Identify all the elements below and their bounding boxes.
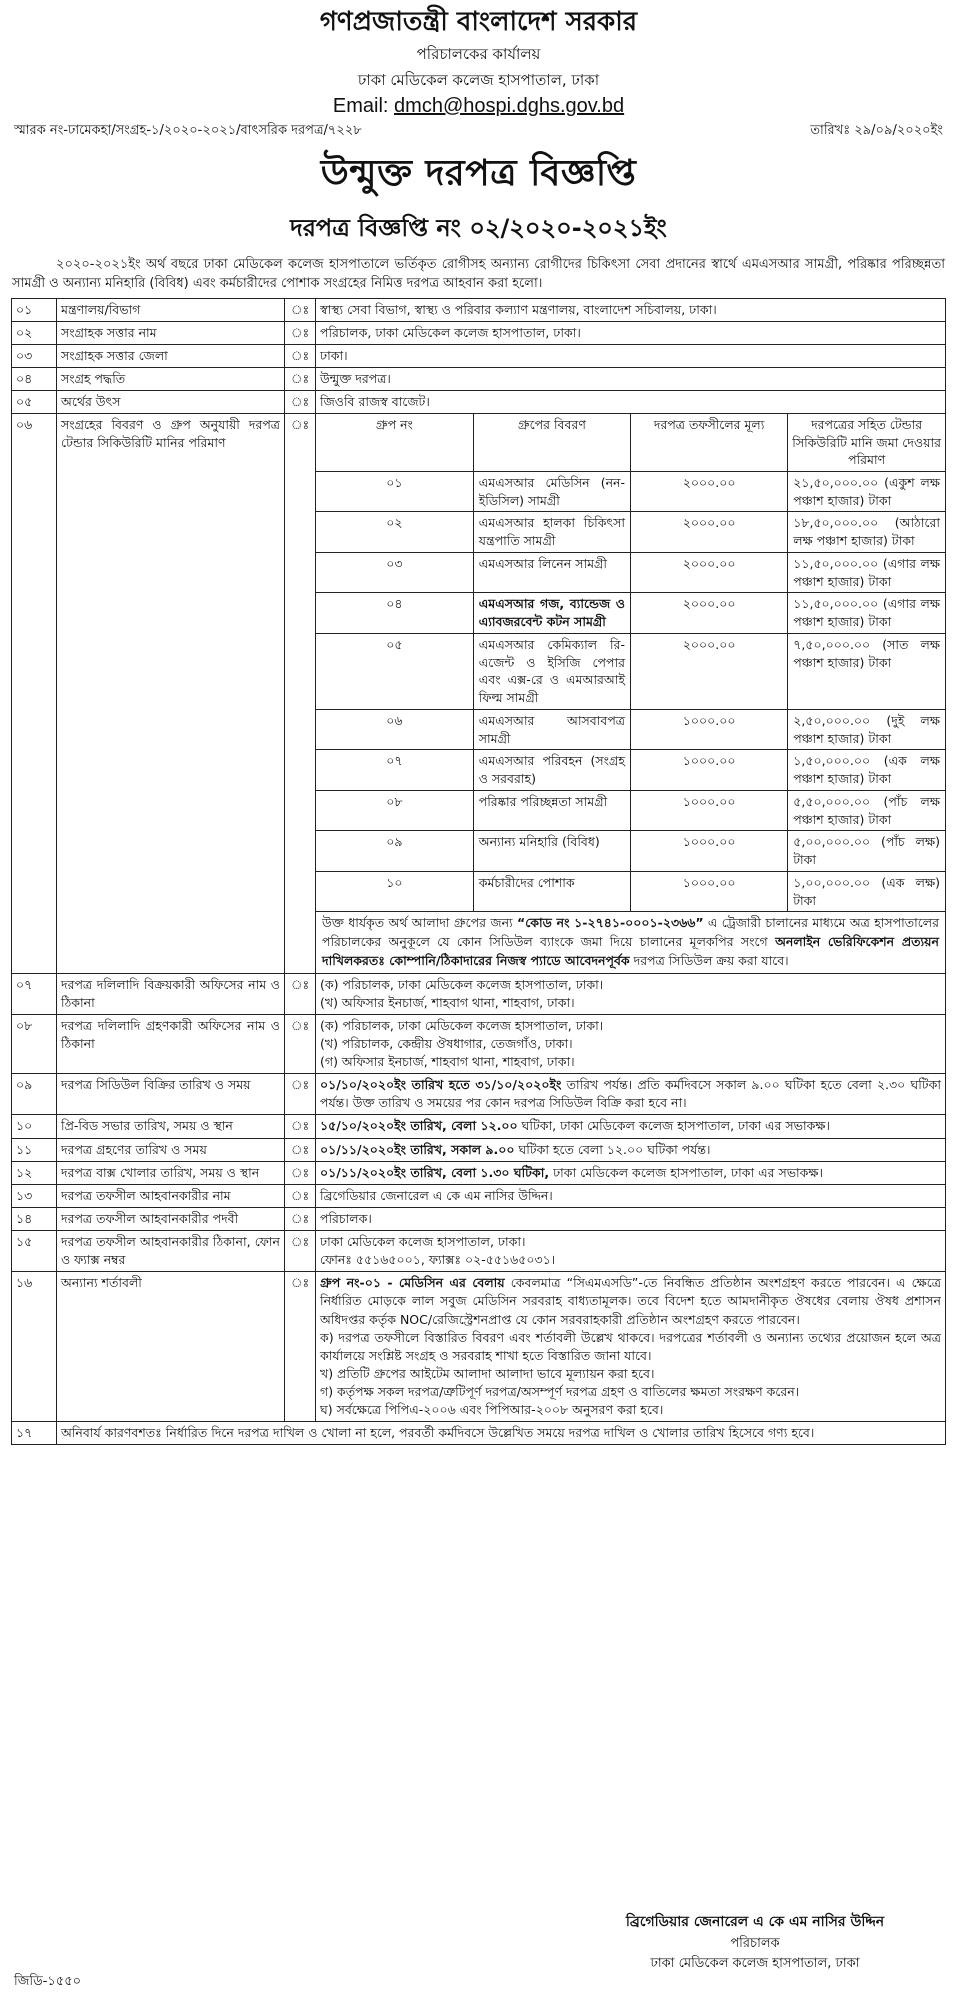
group-no: ০৫: [316, 633, 473, 709]
condition-group: [320, 1274, 941, 1328]
row-value: ব্রিগেডিয়ার জেনারেল এ কে এম নাসির উদ্দিন।: [316, 1184, 946, 1207]
group-no: ০২: [316, 512, 473, 553]
row-number: ০৭: [12, 973, 57, 1014]
row-label: সংগ্রাহক সত্তার জেলা: [57, 344, 285, 367]
row-label: দরপত্র বাক্স খোলার তারিখ, সময় ও স্থান: [57, 1161, 285, 1184]
row-value: [316, 1272, 946, 1422]
group-desc: এমএসআর লিনেন সামগ্রী: [473, 552, 630, 593]
row-colon: ঃ: [285, 1207, 316, 1230]
contact-line: ফোনঃ ৫৫১৬৫০০১, ফ্যাক্সঃ ০২-৫৫১৬৫০৩১।: [320, 1252, 556, 1268]
table-row: [12, 368, 946, 391]
row-colon: ঃ: [285, 298, 316, 321]
group-no: ০৬: [316, 709, 473, 750]
condition-group-text: কেবলমাত্র “সিএমএসডি”-তে নিবন্ধিত প্রতিষ্ঠান অংশগ্রহণ করতে পারবেন। এ ক্ষেত্রে নির্ধারিত মোড়কে লাল সবুজ মেডিসিন সরবরাহ বাধ্যতামূলক। তবে বিদেশ হতে আমদানীকৃত ঔষধের বেলায় ঔষধ প্রশাসন অধিদপ্তর কর্তৃক NOC/রেজিস্ট্রেশনপ্রাপ্ত যে কোন সরবরাহকারী প্রতিষ্ঠান অংশগ্রহণ করতে পারবেন।: [320, 1275, 941, 1327]
email-line: [0, 94, 957, 119]
row-number: ১২: [12, 1161, 57, 1184]
row-value: [316, 1231, 946, 1272]
row-number: ০৯: [12, 1074, 57, 1115]
row-number: ০৮: [12, 1014, 57, 1073]
email-link[interactable]: dmch@hospi.dghs.gov.bd: [394, 95, 625, 117]
intro-paragraph: ২০২০-২০২১ইং অর্থ বছরে ঢাকা মেডিকেল কলেজ হাসপাতালে ভর্তিকৃত রোগীসহ অন্যান্য রোগীদের চিকিৎসা সেবা প্রদানের স্বার্থে এমএসআর সামগ্রী, পরিষ্কার পরিচ্ছন্নতা সামগ্রী ও অন্যান্য মনিহারি (বিবিধ) এবং কর্মচারীদের পোশাক সংগ্রহের নিমিত্ত দরপত্র আহবান করা হলো।: [12, 257, 945, 291]
group-security: ১,৫০,০০০.০০ (এক লক্ষ পঞ্চাশ হাজার) টাকা: [788, 750, 945, 791]
group-security: ১,০০,০০০.০০ (এক লক্ষ) টাকা: [788, 871, 945, 912]
row-number: ০৬: [12, 414, 57, 973]
group-row: [316, 871, 945, 912]
group-desc: অন্যান্য মনিহারি (বিবিধ): [473, 831, 630, 872]
table-row: [12, 1074, 946, 1115]
group-security: ৫,৫০,০০০.০০ (পাঁচ লক্ষ পঞ্চাশ হাজার) টাকা: [788, 790, 945, 831]
row-value: পরিচালক, ঢাকা মেডিকেল কলেজ হাসপাতাল, ঢাকা।: [316, 321, 946, 344]
note-part: দরপত্র সিডিউল ক্রয় করা যাবে।: [629, 952, 789, 968]
row-number: ১৪: [12, 1207, 57, 1230]
value-rest: ঘটিকা, ঢাকা মেডিকেল কলেজ হাসপাতাল, ঢাকা এর সভাকক্ষ।: [517, 1118, 830, 1134]
address-line: (খ) পরিচালক, কেন্দ্রীয় ঔষধাগার, তেজগাঁও, ঢাকা।: [320, 1035, 573, 1051]
group-row: [316, 750, 945, 791]
row-value: [316, 1161, 946, 1184]
row-value: [316, 1074, 946, 1115]
signatory-designation: পরিচালক: [730, 1935, 780, 1951]
group-no: ০১: [316, 471, 473, 512]
table-row: [12, 414, 946, 973]
note-part: এ ট্রেজারী চালানের মাধ্যমে অত্র হাসপাতালের পরিচালকের অনুকূলে যে কোন সিডিউল ব্যাংকে জমা দিয়ে চালানের মূলকপির সংগে: [322, 915, 939, 950]
note-part: উক্ত ধার্যকৃত অর্থ আলাদা গ্রুপের জন্য: [322, 915, 518, 931]
row-colon: ঃ: [285, 321, 316, 344]
row-value: পরিচালক।: [316, 1207, 946, 1230]
row-label: অর্থের উৎস: [57, 391, 285, 414]
group-fee: ২০০০.০০: [631, 593, 788, 634]
row-number: ১০: [12, 1115, 57, 1138]
tender-details-table: [11, 298, 946, 1446]
row-colon: ঃ: [285, 1272, 316, 1422]
value-bold: ০১/১১/২০২০ইং তারিখ, বেলা ১.৩০ ঘটিকা,: [320, 1164, 550, 1180]
row-number: ১১: [12, 1138, 57, 1161]
table-row: [12, 1207, 946, 1230]
table-row: [12, 391, 946, 414]
group-desc: এমএসআর পরিবহন (সংগ্রহ ও সরবরাহ): [473, 750, 630, 791]
row-label: দরপত্র তফসীল আহবানকারীর পদবী: [57, 1207, 285, 1230]
value-bold: ১৫/১০/২০২০ইং তারিখ, বেলা ১২.০০: [320, 1118, 518, 1134]
row-label: দরপত্র তফসীল আহবানকারীর ঠিকানা, ফোন ও ফ্যাক্স নম্বর: [57, 1231, 285, 1272]
row-value: [316, 1115, 946, 1138]
row-number: ১৭: [12, 1422, 57, 1445]
group-security: ৫,০০,০০০.০০ (পাঁচ লক্ষ) টাকা: [788, 831, 945, 872]
row-colon: ঃ: [285, 344, 316, 367]
group-no: ০৭: [316, 750, 473, 791]
address-line: (ক) পরিচালক, ঢাকা মেডিকেল কলেজ হাসপাতাল, ঢাকা।: [320, 976, 604, 992]
group-security: ১৮,৫০,০০০.০০ (আঠারো লক্ষ পঞ্চাশ হাজার) টাকা: [788, 512, 945, 553]
address-line: (ক) পরিচালক, ঢাকা মেডিকেল কলেজ হাসপাতাল, ঢাকা।: [320, 1017, 604, 1033]
group-no: ০৩: [316, 552, 473, 593]
group-fee: ২০০০.০০: [631, 552, 788, 593]
table-row: [12, 298, 946, 321]
value-rest: তারিখ পর্যন্ত। প্রতি কর্মদিবসে সকাল ৯.০০ ঘটিকা হতে বেলা ২.৩০ ঘটিকা পর্যন্ত। উক্ত তারিখ ও সময়ের পর কোন দরপত্র সিডিউল বিক্রি করা হবে না।: [320, 1077, 941, 1111]
group-row: [316, 831, 945, 872]
row-colon: ঃ: [285, 1014, 316, 1073]
group-fee: ১০০০.০০: [631, 790, 788, 831]
table-row: [12, 1231, 946, 1272]
signatory-office: ঢাকা মেডিকেল কলেজ হাসপাতাল, ঢাকা: [650, 1955, 860, 1971]
row-label: দরপত্র গ্রহণের তারিখ ও সময়: [57, 1138, 285, 1161]
group-fee: ১০০০.০০: [631, 709, 788, 750]
group-desc: এমএসআর আসবাবপত্র সামগ্রী: [473, 709, 630, 750]
row-label: সংগ্রহ পদ্ধতি: [57, 368, 285, 391]
row-label: মন্ত্রণালয়/বিভাগ: [57, 298, 285, 321]
row-label: দরপত্র দলিলাদি গ্রহণকারী অফিসের নাম ও ঠিকানা: [57, 1014, 285, 1073]
hospital-name: ঢাকা মেডিকেল কলেজ হাসপাতাল, ঢাকা: [357, 71, 600, 90]
government-title: গণপ্রজাতন্ত্রী বাংলাদেশ সরকার: [319, 7, 638, 37]
group-desc: এমএসআর গজ, ব্যান্ডেজ ও এ্যাবজরবেন্ট কটন সামগ্রী: [473, 593, 630, 634]
table-row: [12, 1138, 946, 1161]
row-value: উন্মুক্ত দরপত্র।: [316, 368, 946, 391]
table-row: [12, 1272, 946, 1422]
condition-item: গ) কর্তৃপক্ষ সকল দরপত্র/ত্রুটিপূর্ণ দরপত্র/অসম্পূর্ণ দরপত্র গ্রহণ ও বাতিলের ক্ষমতা সংরক্ষণ করেন।: [320, 1384, 800, 1400]
document-header: [0, 0, 957, 119]
group-row: [316, 512, 945, 553]
row-colon: ঃ: [285, 1115, 316, 1138]
signature-block: [605, 1912, 905, 1974]
row-number: ০৫: [12, 391, 57, 414]
group-table: [316, 414, 945, 912]
row-value: [316, 1014, 946, 1073]
group-desc: কর্মচারীদের পোশাক: [473, 871, 630, 912]
table-row: [12, 1161, 946, 1184]
group-security: ২,৫০,০০০.০০ (দুই লক্ষ পঞ্চাশ হাজার) টাকা: [788, 709, 945, 750]
row-number: ০১: [12, 298, 57, 321]
group-desc-header: গ্রুপের বিবরণ: [473, 414, 630, 471]
row-number: ১৩: [12, 1184, 57, 1207]
email-label: Email:: [332, 95, 389, 117]
row-colon: ঃ: [285, 1074, 316, 1115]
memo-number: স্মারক নং-ঢামেকহা/সংগ্রহ-১/২০২০-২০২১/বাৎসরিক দরপত্র/৭২২৮: [14, 123, 362, 138]
row-label: দরপত্র সিডিউল বিক্রির তারিখ ও সময়: [57, 1074, 285, 1115]
group-row: [316, 709, 945, 750]
row-number: ০৪: [12, 368, 57, 391]
row-colon: ঃ: [285, 391, 316, 414]
row-value: স্বাস্থ্য সেবা বিভাগ, স্বাস্থ্য ও পরিবার কল্যাণ মন্ত্রণালয়, বাংলাদেশ সচিবালয়, ঢাকা।: [316, 298, 946, 321]
row-number: ০২: [12, 321, 57, 344]
office-name: পরিচালকের কার্যালয়: [416, 44, 541, 63]
group-cell: [316, 414, 946, 973]
row-colon: ঃ: [285, 414, 316, 973]
table-row: [12, 973, 946, 1014]
row-colon: ঃ: [285, 973, 316, 1014]
signatory-name: ব্রিগেডিয়ার জেনারেল এ কে এম নাসির উদ্দিন: [625, 1914, 885, 1930]
row-label: অন্যান্য শর্তাবলী: [57, 1272, 285, 1422]
memo-row: [0, 119, 957, 142]
row-value: [316, 1138, 946, 1161]
table-row: [12, 1115, 946, 1138]
group-fee: ১০০০.০০: [631, 871, 788, 912]
group-no: ১০: [316, 871, 473, 912]
group-no: ০৯: [316, 831, 473, 872]
group-fee: ১০০০.০০: [631, 750, 788, 791]
row-value: অনিবার্য কারণবশতঃ নির্ধারিত দিনে দরপত্র দাখিল ও খোলা না হলে, পরবর্তী কর্মদিবসে উল্লেখিত সময়ে দরপত্র দাখিল ও খোলার তারিখ হিসেবে গণ্য হবে।: [57, 1422, 946, 1445]
note-bold: অনলাইন ভেরিফিকেশন প্রত্যয়ন দাখিলকরতঃ কোম্পানি/ঠিকাদারের নিজস্ব প্যাডে আবেদনপূর্বক: [322, 934, 939, 968]
row-colon: ঃ: [285, 368, 316, 391]
row-colon: ঃ: [285, 1184, 316, 1207]
table-row: [12, 1184, 946, 1207]
condition-item: খ) প্রতিটি গ্রুপের আইটেম আলাদা আলাদা ভাবে মূল্যায়ন করা হবে।: [320, 1365, 655, 1381]
table-row: [12, 321, 946, 344]
condition-item: ক) দরপত্র তফসীলে বিস্তারিত বিবরণ এবং শর্তাবলী উল্লেখ থাকবে। দরপত্রের শর্তাবলী ও অন্যান্য তথ্যের প্রয়োজন হলে অত্র কার্যালয়ে সংশ্লিষ্ট সংগ্রহ ও সরবরাহ শাখা হতে বিস্তারিত জানা যাবে।: [320, 1329, 941, 1363]
row-colon: ঃ: [285, 1231, 316, 1272]
value-bold: ০১/১০/২০২০ইং তারিখ হতে ৩১/১০/২০২০ইং: [320, 1077, 562, 1093]
row-label: প্রি-বিড সভার তারিখ, সময় ও স্থান: [57, 1115, 285, 1138]
notice-title: উন্মুক্ত দরপত্র বিজ্ঞপ্তি: [320, 153, 637, 194]
row-label: সংগ্রাহক সত্তার নাম: [57, 321, 285, 344]
row-label: দরপত্র তফসীল আহবানকারীর নাম: [57, 1184, 285, 1207]
row-number: ০৩: [12, 344, 57, 367]
address-line: (গ) অফিসার ইনচার্জ, শাহবাগ থানা, শাহবাগ, ঢাকা।: [320, 1054, 575, 1070]
row-colon: ঃ: [285, 1161, 316, 1184]
group-row: [316, 471, 945, 512]
value-bold: ০১/১১/২০২০ইং তারিখ, সকাল ৯.০০: [320, 1141, 515, 1157]
gd-number: জিডি-১৫৫০: [14, 1974, 82, 1989]
row-number: ১৫: [12, 1231, 57, 1272]
value-rest: ঢাকা মেডিকেল কলেজ হাসপাতাল, ঢাকা এর সভাকক্ষ।: [549, 1164, 823, 1180]
group-security: ১১,৫০,০০০.০০ (এগার লক্ষ পঞ্চাশ হাজার) টাকা: [788, 593, 945, 634]
payment-note: [316, 912, 945, 972]
group-desc: এমএসআর মেডিসিন (নন-ইডিসিল) সামগ্রী: [473, 471, 630, 512]
group-security: ১১,৫০,০০০.০০ (এগার লক্ষ পঞ্চাশ হাজার) টাকা: [788, 552, 945, 593]
note-code: “কোড নং ১-২৭৪১-০০০১-২৩৬৬”: [517, 915, 704, 931]
group-fee: ২০০০.০০: [631, 512, 788, 553]
group-desc: পরিষ্কার পরিচ্ছন্নতা সামগ্রী: [473, 790, 630, 831]
group-row: [316, 593, 945, 634]
row-value: [316, 973, 946, 1014]
notice-number: দরপত্র বিজ্ঞপ্তি নং ০২/২০২০-২০২১ইং: [290, 214, 667, 242]
group-desc: এমএসআর হালকা চিকিৎসা যন্ত্রপাতি সামগ্রী: [473, 512, 630, 553]
condition-item: ঘ) সর্বক্ষেত্রে পিপিএ-২০০৬ এবং পিপিআর-২০০৮ অনুসরণ করা হবে।: [320, 1402, 664, 1418]
group-fee-header: দরপত্র তফসীলের মূল্য: [631, 414, 788, 471]
group-fee: ২০০০.০০: [631, 633, 788, 709]
value-rest: ঘটিকা হতে বেলা ১২.০০ ঘটিকা পর্যন্ত।: [514, 1141, 711, 1157]
row-value: ঢাকা।: [316, 344, 946, 367]
condition-group-title: গ্রুপ নং-০১ - মেডিসিন এর বেলায়: [320, 1275, 505, 1291]
group-no: ০৮: [316, 790, 473, 831]
group-security-header: দরপত্রের সহিত টেন্ডার সিকিউরিটি মানি জমা দেওয়ার পরিমাণ: [788, 414, 945, 471]
group-security: ২১,৫০,০০০.০০ (একুশ লক্ষ পঞ্চাশ হাজার) টাকা: [788, 471, 945, 512]
row-number: ১৬: [12, 1272, 57, 1422]
group-security: ৭,৫০,০০০.০০ (সাত লক্ষ পঞ্চাশ হাজার) টাকা: [788, 633, 945, 709]
group-row: [316, 790, 945, 831]
group-no: ০৪: [316, 593, 473, 634]
row-colon: ঃ: [285, 1138, 316, 1161]
group-fee: ১০০০.০০: [631, 831, 788, 872]
row-label: দরপত্র দলিলাদি বিক্রয়কারী অফিসের নাম ও ঠিকানা: [57, 973, 285, 1014]
group-row: [316, 633, 945, 709]
table-row: [12, 344, 946, 367]
group-no-header: গ্রুপ নং: [316, 414, 473, 471]
group-row: [316, 552, 945, 593]
group-desc: এমএসআর কেমিক্যাল রি-এজেন্ট ও ইসিজি পেপার এবং এক্স-রে ও এমআরআই ফিল্ম সামগ্রী: [473, 633, 630, 709]
row-label: সংগ্রহের বিবরণ ও গ্রুপ অনুযায়ী দরপত্র টেন্ডার সিকিউরিটি মানির পরিমাণ: [57, 414, 285, 973]
table-row: [12, 1014, 946, 1073]
row-value: জিওবি রাজস্ব বাজেট।: [316, 391, 946, 414]
table-row: [12, 1422, 946, 1445]
address-line: (খ) অফিসার ইনচার্জ, শাহবাগ থানা, শাহবাগ, ঢাকা।: [320, 994, 575, 1010]
group-fee: ২০০০.০০: [631, 471, 788, 512]
address-line: ঢাকা মেডিকেল কলেজ হাসপাতাল, ঢাকা।: [320, 1234, 526, 1250]
memo-date: তারিখঃ ২৯/০৯/২০২০ইং: [810, 123, 943, 138]
